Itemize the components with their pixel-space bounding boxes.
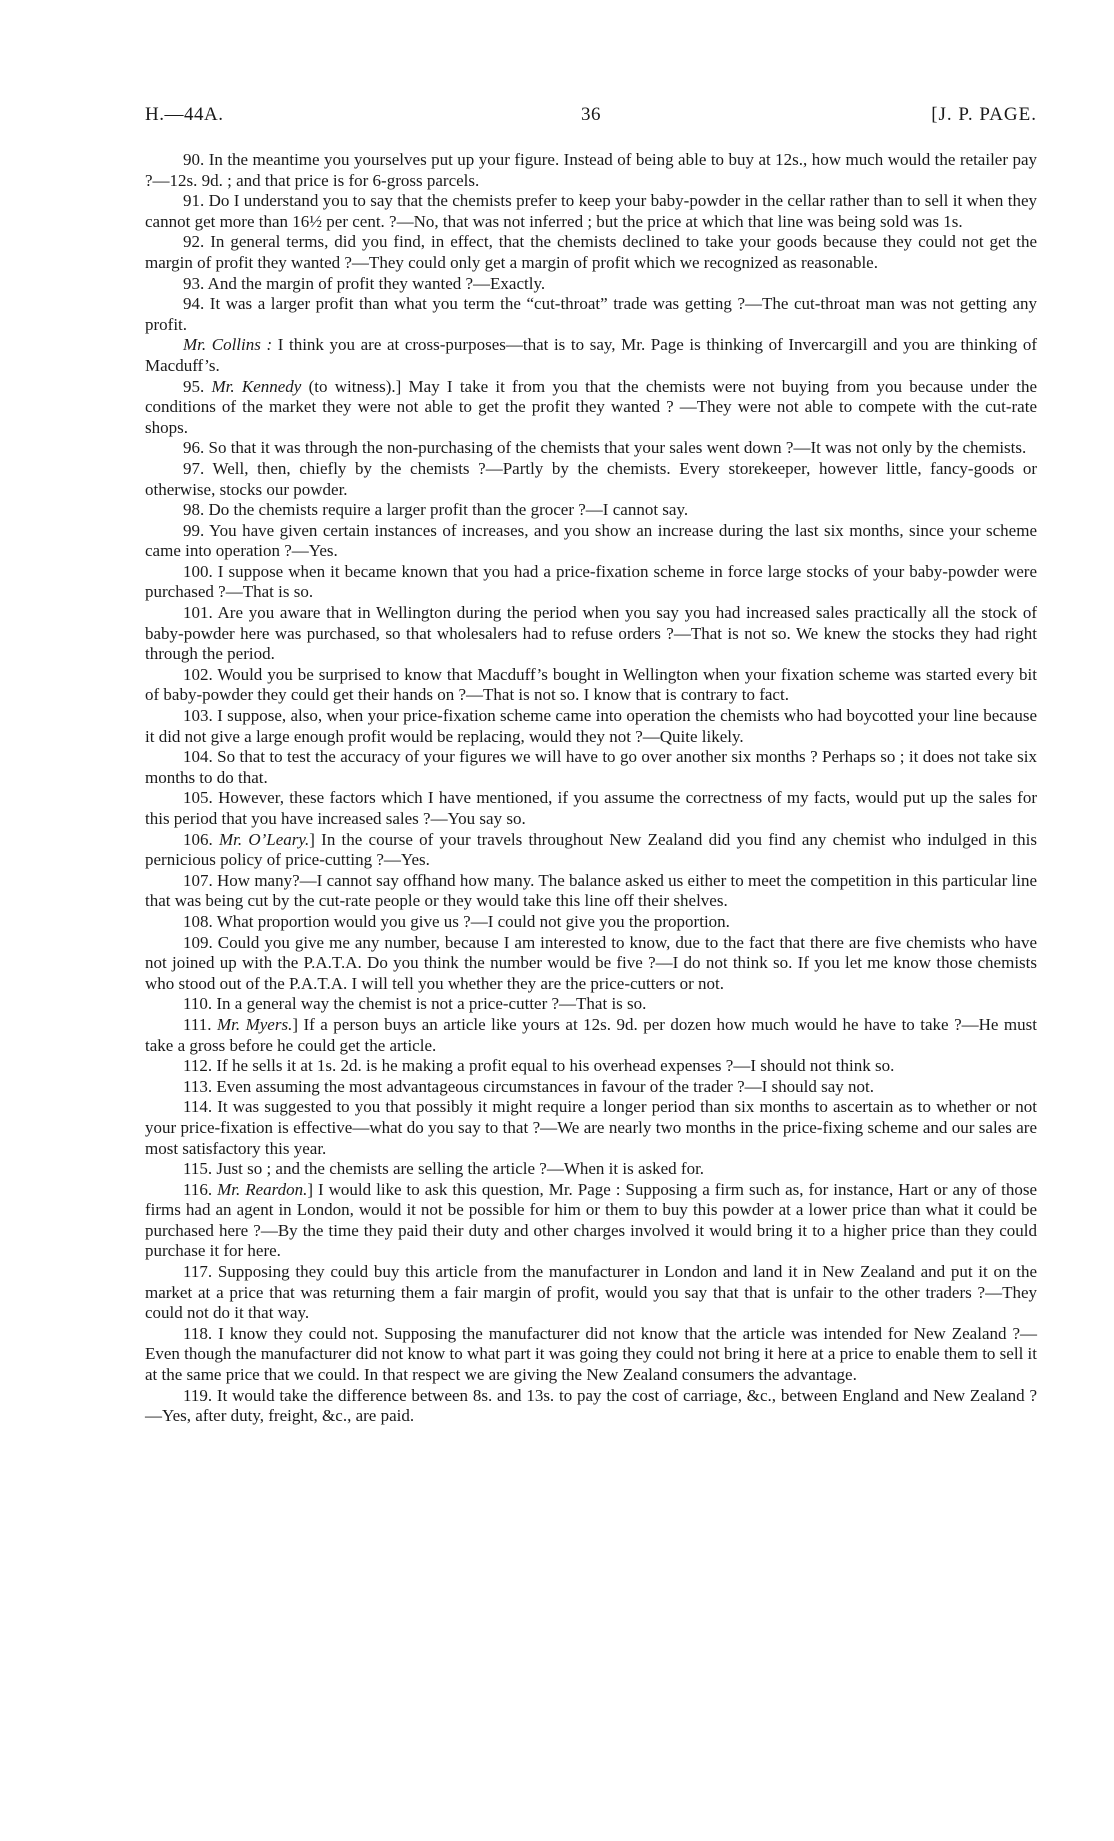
paragraph-text: 90. In the meantime you yourselves put up your figure. Instead of being able to buy at 12s., how much would the retailer pay ?—12s. 9d. ; and that price is for 6-gross parcels. — [145, 150, 1037, 190]
paragraph-text: 101. Are you aware that in Wellington during the period when you say you had increased sales practically all the stock of baby-powder here was purchased, so that wholesalers had to refuse orders ?—That is not so. We knew the stocks they had right through the period. — [145, 603, 1037, 664]
speaker-name: Mr. Collins : — [183, 335, 273, 355]
paragraph-text: 91. Do I understand you to say that the chemists prefer to keep your baby-powder in the cellar rather than to sell it when they cannot get more than 16½ per cent. ?—No, that was not inferred ; but the price at which that line was being sold was 1s. — [145, 191, 1037, 231]
paragraph-text: 115. Just so ; and the chemists are selling the article ?—When it is asked for. — [183, 1159, 705, 1179]
paragraph-text: 104. So that to test the accuracy of your figures we will have to go over another six months ? Perhaps so ; it does not take six months to do that. — [145, 747, 1037, 787]
paragraph-text: ] If a person buys an article like yours at 12s. 9d. per dozen how much would he have to take ?—He must take a gross before he could get the article. — [145, 1014, 1037, 1055]
transcript-paragraph — [145, 562, 1037, 603]
transcript-paragraph — [145, 747, 1037, 788]
transcript-paragraph — [145, 1015, 1037, 1056]
page-number: 36 — [581, 104, 601, 125]
paragraph-text: 119. It would take the difference between 8s. and 13s. to pay the cost of carriage, &c., between England and New Zealand ?—Yes, after duty, freight, &c., are paid. — [145, 1385, 1037, 1426]
paragraph-text: 99. You have given certain instances of increases, and you show an increase during the last six months, since your scheme came into operation ?—Yes. — [145, 520, 1037, 561]
transcript-paragraph — [145, 665, 1037, 706]
transcript-paragraph — [145, 912, 1037, 933]
paragraph-text: I think you are at cross-purposes—that is to say, Mr. Page is thinking of Invercargill and you are thinking of Macduff’s. — [145, 335, 1037, 375]
transcript-paragraph — [145, 294, 1037, 335]
paragraph-text: 105. However, these factors which I have mentioned, if you assume the correctness of my facts, would put up the sales for this period that you have increased sales ?—You say so. — [145, 788, 1037, 828]
paragraph-text: ] In the course of your travels throughout New Zealand did you find any chemist who indulged in this pernicious policy of price-cutting ?—Yes. — [145, 829, 1037, 870]
paragraph-text: 109. Could you give me any number, because I am interested to know, due to the fact that there are five chemists who have not joined up with the P.A.T.A. Do you think the number would be five ?—I do not think so. If you let me know those chemists who stood out of the P.A.T.A. I will tell you whether they are the price-cutters or not. — [145, 932, 1037, 993]
transcript-paragraph — [145, 191, 1037, 232]
transcript-paragraph — [145, 994, 1037, 1015]
transcript-paragraph — [145, 1386, 1037, 1427]
paragraph-text: 100. I suppose when it became known that you had a price-fixation scheme in force large stocks of your baby-powder were purchased ?—That is so. — [145, 561, 1037, 602]
paragraph-text: 117. Supposing they could buy this article from the manufacturer in London and land it in New Zealand and put it on the market at a price that was returning them a fair margin of profit, would you say that that is unfair to the other traders ?—They could not do it that way. — [145, 1262, 1037, 1323]
transcript-paragraph — [145, 274, 1037, 295]
transcript-paragraph — [145, 603, 1037, 665]
paragraph-text: 103. I suppose, also, when your price-fixation scheme came into operation the chemists who had boycotted your line because it did not give a large enough profit would be replacing, would they not ?—Quite likely. — [145, 706, 1037, 746]
transcript-body — [145, 150, 1037, 1427]
paragraph-text: 96. So that it was through the non-purchasing of the chemists that your sales went down ?—It was not only by the chemists. — [183, 438, 1027, 458]
paragraph-text: 118. I know they could not. Supposing the manufacturer did not know that the article was intended for New Zealand ?—Even though the manufacturer did not know to what part it was going they could not bring it here at a price to enable them to sell it at the same price that we could. In that respect we are giving the New Zealand consumers the advantage. — [145, 1323, 1037, 1385]
transcript-paragraph — [145, 150, 1037, 191]
speaker-name: Mr. Reardon. — [217, 1179, 308, 1199]
paragraph-text: 110. In a general way the chemist is not a price-cutter ?—That is so. — [183, 994, 647, 1014]
transcript-paragraph — [145, 232, 1037, 273]
transcript-paragraph — [145, 521, 1037, 562]
transcript-paragraph — [145, 830, 1037, 871]
speaker-name: Mr. O’Leary. — [218, 829, 310, 849]
question-number: 111. — [183, 1014, 217, 1034]
paragraph-text: ] I would like to ask this question, Mr. Page : Supposing a firm such as, for instance, Hart or any of those firms had an agent in London, would it not be possible for him or them to buy this powder at a lower price than what it could be purchased here ?—By the time they paid their duty and other charges involved it would bring it to a higher price than they could purchase it for here. — [145, 1179, 1037, 1261]
transcript-paragraph — [145, 459, 1037, 500]
question-number: 106. — [183, 829, 219, 849]
paragraph-text: 113. Even assuming the most advantageous circumstances in favour of the trader ?—I should say not. — [183, 1076, 874, 1096]
transcript-paragraph — [145, 1324, 1037, 1386]
transcript-paragraph — [145, 706, 1037, 747]
transcript-paragraph — [145, 377, 1037, 439]
transcript-paragraph — [145, 1159, 1037, 1180]
running-header — [145, 104, 1037, 136]
speaker-name: Mr. Myers. — [216, 1014, 293, 1034]
paragraph-text: 112. If he sells it at 1s. 2d. is he making a profit equal to his overhead expenses ?—I should not think so. — [183, 1056, 895, 1076]
paragraph-text: 108. What proportion would you give us ?—I could not give you the proportion. — [183, 911, 730, 931]
paragraph-text: 98. Do the chemists require a larger profit than the grocer ?—I cannot say. — [183, 500, 689, 520]
document-page — [145, 104, 1037, 1427]
question-number: 116. — [183, 1179, 218, 1199]
transcript-paragraph — [145, 871, 1037, 912]
paragraph-text: 97. Well, then, chiefly by the chemists ?—Partly by the chemists. Every storekeeper, however little, fancy-goods or otherwise, stocks our powder. — [145, 458, 1037, 499]
transcript-paragraph — [145, 335, 1037, 376]
paragraph-text: 93. And the margin of profit they wanted ?—Exactly. — [183, 273, 546, 293]
paragraph-text: 102. Would you be surprised to know that Macduff’s bought in Wellington when your fixation scheme was started every bit of baby-powder they could get their hands on ?—That is not so. I know that is contrary to fact. — [145, 664, 1037, 705]
transcript-paragraph — [145, 1097, 1037, 1159]
transcript-paragraph — [145, 438, 1037, 459]
paragraph-text: 114. It was suggested to you that possibly it might require a longer period than six months to ascertain as to whether or not your price-fixation is effective—what do you say to that ?—We are nearly two months in the price-fixing scheme and our sales are most satisfactory this year. — [145, 1097, 1037, 1158]
transcript-paragraph — [145, 1262, 1037, 1324]
witness-name: [J. P. PAGE. — [931, 104, 1037, 125]
transcript-paragraph — [145, 500, 1037, 521]
transcript-paragraph — [145, 788, 1037, 829]
transcript-paragraph — [145, 1056, 1037, 1077]
transcript-paragraph — [145, 1180, 1037, 1262]
transcript-paragraph — [145, 933, 1037, 995]
question-number: 95. — [183, 376, 212, 396]
paragraph-text: (to witness).] May I take it from you that the chemists were not buying from you because under the conditions of the market they were not able to get the profit they wanted ? —They were not able to compete with the cut-rate shops. — [145, 376, 1037, 437]
paragraph-text: 92. In general terms, did you find, in effect, that the chemists declined to take your goods because they could not get the margin of profit they wanted ?—They could only get a margin of profit which we recognized as reasonable. — [145, 232, 1037, 272]
transcript-paragraph — [145, 1077, 1037, 1098]
speaker-name: Mr. Kennedy — [211, 376, 302, 396]
paragraph-text: 107. How many?—I cannot say offhand how many. The balance asked us either to meet the competition in this particular line that was being cut by the cut-rate people or they would take this line off their shelves. — [145, 870, 1037, 911]
document-reference: H.—44A. — [145, 104, 224, 125]
paragraph-text: 94. It was a larger profit than what you term the “cut-throat” trade was getting ?—The cut-throat man was not getting any profit. — [145, 294, 1037, 334]
